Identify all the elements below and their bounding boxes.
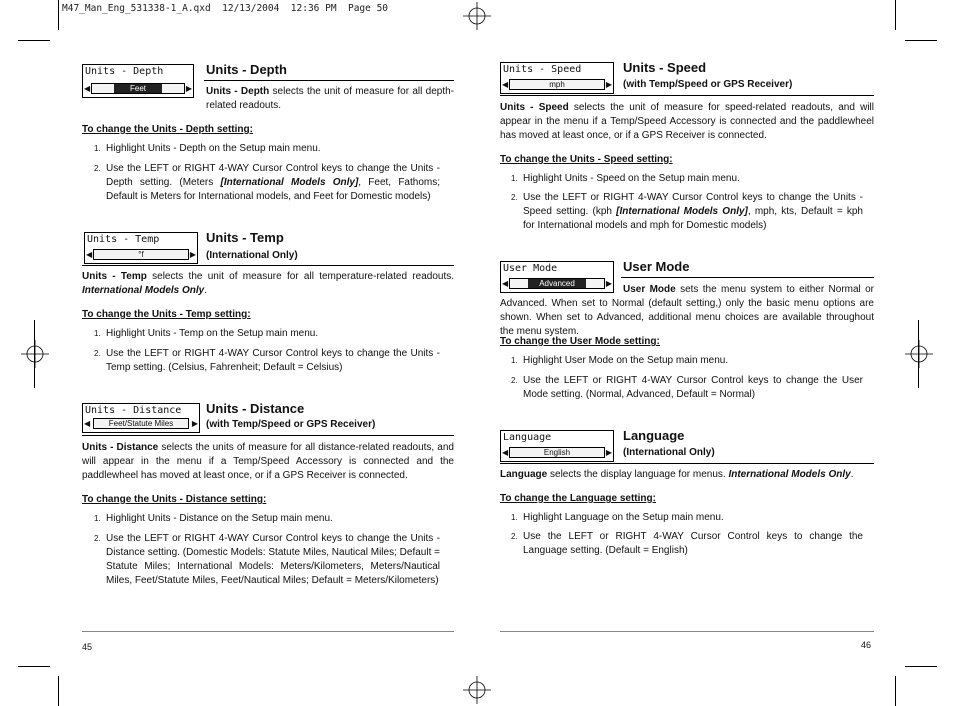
lcd-value-bar — [93, 249, 189, 260]
step-item — [94, 347, 440, 375]
section-description — [82, 270, 454, 298]
section-title: Units - Depth — [206, 62, 287, 77]
section-title: User Mode — [623, 259, 690, 274]
section-subtitle: (with Temp/Speed or GPS Receiver) — [206, 419, 376, 430]
description-text: selects the units of measure for all distance-related readouts, and will appear in the menu if a Temp/Speed Accessory is connected and the paddlewheel has moved at least once, or if a GPS Receiver is connected. — [82, 442, 454, 481]
crop-mark — [895, 0, 896, 30]
left-arrow-icon: ◀ — [502, 80, 509, 89]
step-item — [94, 532, 440, 588]
step-number: 2. — [94, 349, 101, 358]
step-number: 2. — [94, 534, 101, 543]
step-item — [94, 142, 440, 156]
howto-heading: To change the Units - Depth setting: — [82, 124, 253, 135]
description-end: . — [204, 285, 208, 296]
section-subtitle: (International Only) — [623, 447, 715, 458]
left-page — [82, 0, 454, 706]
description-text: selects the unit of measure for speed-related readouts, and will appear in the menu if a Temp/Speed Accessory is connected and the paddlewheel has moved at least once, or if a GPS Receiver is connected. — [500, 102, 874, 141]
description-term: Units - Temp — [82, 271, 147, 282]
lcd-language — [500, 430, 614, 462]
step-text: Use the LEFT or RIGHT 4-WAY Cursor Control keys to change the Units - Speed setting. (kph — [523, 192, 863, 217]
lcd-units-speed — [500, 62, 614, 94]
footer-rule — [500, 631, 874, 632]
lcd-menu-label: User Mode — [503, 263, 558, 274]
left-arrow-icon: ◀ — [84, 419, 91, 428]
step-text: Use the LEFT or RIGHT 4-WAY Cursor Control keys to change the Units - Temp setting. (Celsius, Fahrenheit; Default = Celsius) — [106, 348, 440, 373]
step-text: , mph, kts, Default = kph for International models and mph for Domestic models) — [523, 206, 863, 231]
right-arrow-icon: ▶ — [605, 80, 612, 89]
lcd-units-distance — [82, 403, 200, 433]
section-rule — [621, 277, 874, 278]
description-emphasis: International Models Only — [728, 469, 851, 480]
description-text: sets the menu system to either Normal or Advanced. When set to Normal (default setting,) only the basic menu options are shown. When set to Advanced, additional menu choices are available throughout the menu system. — [500, 284, 875, 337]
lcd-value: Feet/Statute Miles — [108, 419, 174, 428]
section-rule — [82, 265, 454, 266]
section-title: Units - Speed — [623, 60, 707, 75]
step-number: 2. — [511, 193, 518, 202]
section-subtitle: (with Temp/Speed or GPS Receiver) — [623, 79, 793, 90]
section-rule — [204, 80, 454, 81]
lcd-menu-label: Language — [503, 432, 552, 443]
right-page — [500, 0, 874, 706]
section-description — [500, 283, 874, 339]
howto-heading: To change the Units - Distance setting: — [82, 494, 267, 505]
step-text: Highlight Units - Temp on the Setup main menu. — [106, 328, 319, 339]
step-text: Use the LEFT or RIGHT 4-WAY Cursor Control keys to change the Language setting. (Default = English) — [523, 531, 863, 556]
left-arrow-icon: ◀ — [502, 279, 509, 288]
description-emphasis: International Models Only — [82, 285, 205, 296]
lcd-menu-label: Units - Temp — [87, 234, 160, 245]
section-description — [206, 85, 454, 113]
step-text: Highlight User Mode on the Setup main menu. — [523, 355, 729, 366]
right-arrow-icon: ▶ — [185, 84, 192, 93]
description-term: Units - Depth — [206, 86, 270, 97]
step-number: 2. — [511, 376, 518, 385]
section-title: Language — [623, 428, 685, 443]
crop-mark — [895, 676, 896, 706]
step-text: Highlight Units - Speed on the Setup main menu. — [523, 173, 740, 184]
step-item — [94, 162, 440, 204]
lcd-menu-label: Units - Depth — [85, 66, 164, 77]
section-rule — [82, 435, 454, 436]
step-item — [94, 512, 440, 526]
description-term: User Mode — [623, 284, 676, 295]
registration-mark-icon — [463, 2, 491, 30]
lcd-value-bar — [91, 83, 185, 94]
right-arrow-icon: ▶ — [191, 419, 198, 428]
page-number: 45 — [82, 642, 93, 652]
section-rule — [500, 95, 874, 96]
step-number: 1. — [511, 174, 518, 183]
lcd-value: English — [543, 448, 571, 457]
step-item — [511, 191, 863, 233]
description-text: selects the unit of measure for all temperature-related readouts. — [146, 271, 454, 282]
page-number: 46 — [861, 640, 872, 650]
lcd-value: °f — [138, 250, 144, 259]
right-arrow-icon: ▶ — [605, 448, 612, 457]
registration-mark-icon — [21, 340, 49, 368]
footer-rule — [82, 631, 454, 632]
step-item — [511, 354, 863, 368]
lcd-value: mph — [549, 80, 565, 89]
lcd-value-bar — [509, 79, 605, 90]
description-term: Language — [500, 469, 548, 480]
step-text: , Feet, Fathoms; Default is Meters for International models, and Feet for Domestic models) — [106, 177, 440, 202]
step-item — [511, 530, 863, 558]
step-number: 2. — [511, 532, 518, 541]
step-number: 1. — [94, 144, 101, 153]
registration-mark-icon — [463, 676, 491, 704]
lcd-value: Advanced — [528, 279, 586, 288]
howto-heading: To change the Units - Speed setting: — [500, 154, 673, 165]
howto-heading: To change the Language setting: — [500, 493, 656, 504]
section-title: Units - Distance — [206, 401, 305, 416]
lcd-value-bar — [509, 447, 605, 458]
step-text: Highlight Units - Depth on the Setup main menu. — [106, 143, 321, 154]
section-subtitle: (International Only) — [206, 250, 298, 261]
crop-mark — [905, 666, 937, 667]
crop-mark — [34, 320, 35, 388]
section-rule — [500, 463, 874, 464]
lcd-units-temp — [84, 232, 198, 264]
right-arrow-icon: ▶ — [605, 279, 612, 288]
step-item — [511, 172, 863, 186]
registration-mark-icon — [905, 340, 933, 368]
step-number: 1. — [511, 356, 518, 365]
step-item — [511, 511, 863, 525]
step-text: Highlight Units - Distance on the Setup main menu. — [106, 513, 333, 524]
crop-mark — [58, 0, 59, 30]
section-description — [82, 441, 454, 483]
step-text: Highlight Language on the Setup main menu. — [523, 512, 724, 523]
lcd-menu-label: Units - Distance — [85, 405, 182, 416]
step-number: 1. — [94, 514, 101, 523]
crop-mark — [18, 666, 50, 667]
description-end: . — [850, 469, 854, 480]
step-item — [94, 327, 440, 341]
crop-mark — [58, 676, 59, 706]
lcd-units-depth — [82, 64, 194, 98]
section-title: Units - Temp — [206, 230, 284, 245]
left-arrow-icon: ◀ — [84, 84, 91, 93]
description-term: Units - Distance — [82, 442, 159, 453]
howto-heading: To change the User Mode setting: — [500, 336, 660, 347]
lcd-value-bar — [93, 418, 189, 429]
crop-mark — [918, 320, 919, 388]
crop-mark — [18, 40, 50, 41]
step-text: Use the LEFT or RIGHT 4-WAY Cursor Control keys to change the Units - Distance setting. (Domestic Models: Statute Miles, Nautical Miles; Default = Statute Miles; International Models: Meters/Kilometers, Meters/Nautical Miles, Feet/Statute Miles, Feet/Nautical Miles; Default = Meters/Kilometers) — [106, 533, 440, 586]
step-text: Use the LEFT or RIGHT 4-WAY Cursor Control keys to change the User Mode setting. (Normal, Advanced, Default = Normal) — [523, 375, 863, 400]
crop-mark — [905, 40, 937, 41]
step-number: 2. — [94, 164, 101, 173]
howto-heading: To change the Units - Temp setting: — [82, 309, 251, 320]
right-arrow-icon: ▶ — [189, 250, 196, 259]
step-number: 1. — [94, 329, 101, 338]
lcd-value: Feet — [114, 84, 162, 93]
left-arrow-icon: ◀ — [86, 250, 93, 259]
step-text: Use the LEFT or RIGHT 4-WAY Cursor Control keys to change the Units - Depth setting. (Meters — [106, 163, 440, 188]
step-item — [511, 374, 863, 402]
step-emphasis: [International Models Only] — [616, 206, 748, 217]
print-slug: M47_Man_Eng_531338-1_A.qxd 12/13/2004 12:36 PM Page 50 — [62, 3, 389, 14]
description-text: selects the display language for menus. — [547, 469, 729, 480]
left-arrow-icon: ◀ — [502, 448, 509, 457]
lcd-menu-label: Units - Speed — [503, 64, 582, 75]
step-number: 1. — [511, 513, 518, 522]
section-description — [500, 101, 874, 143]
description-term: Units - Speed — [500, 102, 569, 113]
section-description — [500, 468, 874, 482]
step-emphasis: [International Models Only] — [220, 177, 359, 188]
description-text: selects the unit of measure for all depth-related readouts. — [206, 86, 454, 111]
